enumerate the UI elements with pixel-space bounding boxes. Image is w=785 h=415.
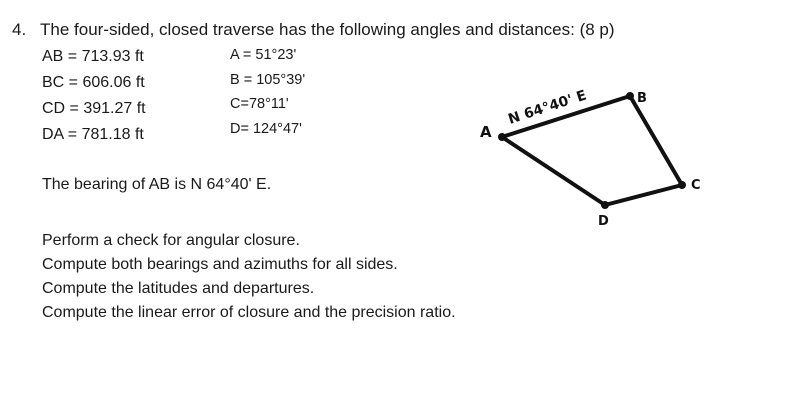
angle-d: D= 124°47' (230, 121, 302, 137)
task-item: Compute the linear error of closure and the precision ratio. (42, 304, 456, 321)
distance-cd: CD = 391.27 ft (42, 100, 146, 117)
angle-a: A = 51°23' (230, 47, 297, 63)
distance-bc: BC = 606.06 ft (42, 74, 145, 91)
angle-b: B = 105°39' (230, 72, 306, 88)
traverse-diagram (470, 80, 730, 240)
bearing-label: N 64°40' E (506, 87, 589, 128)
distance-da: DA = 781.18 ft (42, 126, 144, 143)
station-c-dot (678, 181, 686, 189)
station-b-label: B (637, 91, 647, 106)
angle-c: C=78°11' (230, 96, 289, 112)
station-c-label: C (691, 178, 701, 193)
question-number: 4. (12, 20, 27, 39)
distance-ab: AB = 713.93 ft (42, 48, 144, 65)
station-d-dot (601, 201, 609, 209)
station-b-dot (626, 92, 634, 100)
station-a-label: A (480, 123, 492, 141)
station-a-dot (498, 133, 506, 141)
question-text: The four-sided, closed traverse has the following angles and distances: (8 p) (40, 20, 615, 39)
question-heading (12, 20, 615, 40)
task-item: Compute the latitudes and departures. (42, 280, 315, 297)
task-item: Compute both bearings and azimuths for all sides. (42, 256, 398, 273)
task-item: Perform a check for angular closure. (42, 232, 300, 249)
bearing-statement: The bearing of AB is N 64°40' E. (42, 176, 272, 193)
station-d-label: D (598, 214, 609, 229)
task-list (42, 229, 456, 325)
